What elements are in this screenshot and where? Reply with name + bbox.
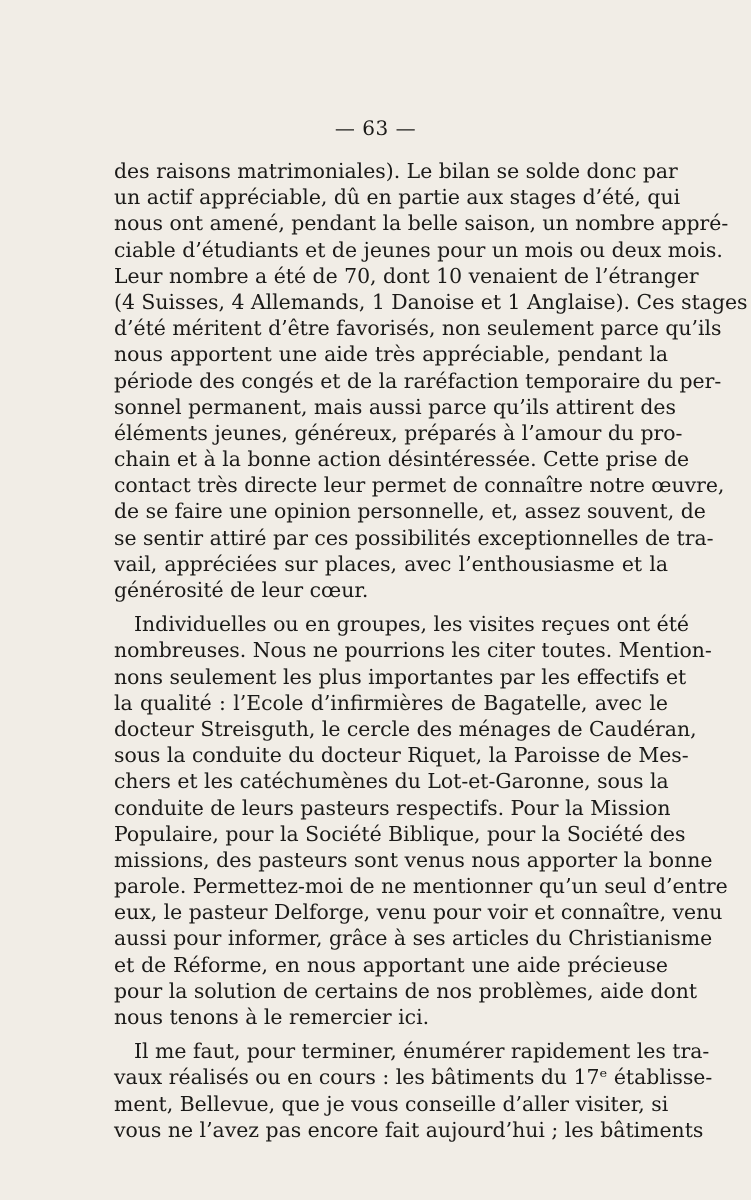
page-number: — 63 — xyxy=(334,116,417,140)
text-line: ment, Bellevue, que je vous conseille d’aller visiter, si xyxy=(114,1091,669,1116)
text-line: nous apportent une aide très appréciable, pendant la xyxy=(114,342,668,367)
text-line: parole. Permettez-moi de ne mentionner qu’un seul d’entre xyxy=(114,874,728,899)
text-line: vous ne l’avez pas encore fait aujourd’hui ; les bâtiments xyxy=(114,1117,704,1142)
text-line: des raisons matrimoniales). Le bilan se solde donc par xyxy=(114,159,678,183)
text-line: nous tenons à le remercier ici. xyxy=(114,1005,430,1029)
text-line: Individuelles ou en groupes, les visites reçues ont été xyxy=(134,612,689,637)
text-line: conduite de leurs pasteurs respectifs. Pour la Mission xyxy=(114,795,671,820)
text-line: ciable d’étudiants et de jeunes pour un mois ou deux mois. xyxy=(114,237,723,262)
text-line: vaux réalisés ou en cours : les bâtiments du 17ᵉ établisse- xyxy=(114,1065,713,1090)
text-line: nons seulement les plus importantes par les effectifs et xyxy=(114,664,687,689)
text-line: nous ont amené, pendant la belle saison, un nombre appré- xyxy=(114,211,729,236)
paragraph-1 xyxy=(114,158,748,603)
text-line: chers et les catéchumènes du Lot-et-Garonne, sous la xyxy=(114,769,669,794)
paragraph-2 xyxy=(114,611,728,1030)
text-line: sonnel permanent, mais aussi parce qu’ils attirent des xyxy=(114,394,676,419)
text-line: un actif appréciable, dû en partie aux stages d’été, qui xyxy=(114,185,681,210)
text-line: générosité de leur cœur. xyxy=(114,578,369,602)
text-line: vail, appréciées sur places, avec l’enthousiasme et la xyxy=(114,551,668,576)
text-line: Populaire, pour la Société Biblique, pour la Société des xyxy=(114,821,686,846)
text-line: eux, le pasteur Delforge, venu pour voir et connaître, venu xyxy=(114,900,723,925)
text-line: nombreuses. Nous ne pourrions les citer toutes. Mention- xyxy=(114,638,712,663)
text-line: et de Réforme, en nous apportant une aide précieuse xyxy=(114,952,668,977)
text-line: chain et à la bonne action désintéressée. Cette prise de xyxy=(114,447,690,472)
body-text xyxy=(114,158,748,1143)
text-line: d’été méritent d’être favorisés, non seulement parce qu’ils xyxy=(114,316,722,341)
text-line: contact très directe leur permet de connaître notre œuvre, xyxy=(114,473,725,498)
paragraph-3 xyxy=(114,1038,713,1143)
text-line: éléments jeunes, généreux, préparés à l’amour du pro- xyxy=(114,420,683,445)
text-line: se sentir attiré par ces possibilités exceptionnelles de tra- xyxy=(114,525,714,550)
text-line: pour la solution de certains de nos problèmes, aide dont xyxy=(114,978,698,1003)
text-line: aussi pour informer, grâce à ses articles du Christianisme xyxy=(114,926,713,951)
text-line: de se faire une opinion personnelle, et, assez souvent, de xyxy=(114,499,706,524)
text-line: Il me faut, pour terminer, énumérer rapidement les tra- xyxy=(134,1039,710,1064)
text-line: période des congés et de la raréfaction temporaire du per- xyxy=(114,368,722,393)
text-line: missions, des pasteurs sont venus nous apporter la bonne xyxy=(114,847,713,872)
text-line: Leur nombre a été de 70, dont 10 venaient de l’étranger xyxy=(114,263,699,288)
text-line: sous la conduite du docteur Riquet, la Paroisse de Mes- xyxy=(114,743,689,768)
text-line: docteur Streisguth, le cercle des ménages de Caudéran, xyxy=(114,716,697,741)
text-line: (4 Suisses, 4 Allemands, 1 Danoise et 1 Anglaise). Ces stages xyxy=(114,289,748,314)
text-line: la qualité : l’Ecole d’infirmières de Bagatelle, avec le xyxy=(114,690,668,715)
